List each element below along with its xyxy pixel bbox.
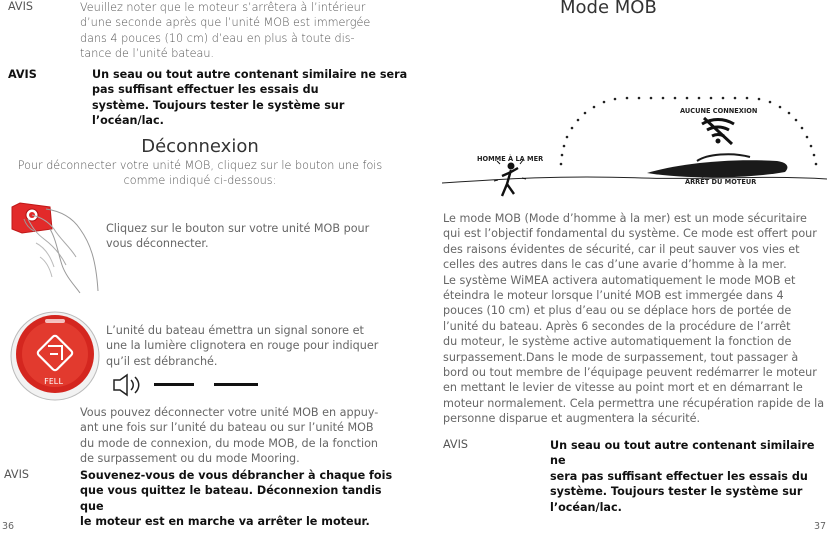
device-label: FELL [44,377,64,386]
disconnect-paragraph: Vous pouvez déconnecter votre unité MOB en appuy- ant une fois sur l’unité du bateau ou sur l’unité MOB du mode de connexion, du mode MOB, de la fonction de surpassement ou du mode Mooring. [80,406,379,466]
avis-label-1: AVIS [8,0,33,13]
hand-pressing-button-illustration [10,195,105,295]
mob-diagram [442,80,827,210]
intro-text: Pour déconnecter votre unité MOB, cliquez sur le bouton une fois comme indiqué ci-dessous: [17,159,383,188]
step1-text: Cliquez sur le bouton sur votre unité MOB pour vous déconnecter. [106,222,370,251]
section-title: Déconnexion [141,136,259,157]
beep-and-blink-indicator [108,372,268,398]
mob-mode-title: Mode MOB [560,0,657,18]
mob-body-text: Le mode MOB (Mode d’homme à la mer) est un mode sécuritaire qui est l’objectif fondamental du système. Ce mode est offert pour des raisons évidentes de sécurité, car il peut sauver vos vies et celles des autres dans le cas d’une avarie d’homme à la mer. Le système WiMEA activera automatiquement le mode MOB et éteindra le moteur lorsque l’unité MOB est immergée dans 4 pouces (10 cm) et plus d’eau ou se déplace hors de portée de l’unité du bateau. Après 6 secondes de la procédure de l’arrêt du moteur, le système active automatiquement la fonction de surpassement.Dans le mode de surpassement, tout passager à bord ou tout membre de l’équipage peuvent redémarrer le moteur en mettant le levier de vitesse au point mort et en démarrant le moteur normalement. Cela permettra une récupération rapide de la personne disparue et augmentera la sécurité. [443,212,825,426]
avis-text-3: Souvenez-vous de vous débrancher à chaque fois que vous quittez le bateau. Déconnexion tandis que le moteur est en marche va arrêter le moteur. [80,469,393,529]
avis-text-1: Veuillez noter que le moteur s’arrêtera à l’intérieur d’une seconde après que l’unité MOB est immergée dans 4 pouces (10 cm) d’eau en plus à toute dis- tance de l’unité bateau. [80,1,371,61]
page-number-right: 37 [814,521,827,532]
avis-text-right: Un seau ou tout autre contenant similaire ne sera pas suffisant effectuer les essais du système. Toujours tester le système sur l’océan/lac. [550,439,815,514]
avis-text-2: Un seau ou tout autre contenant similaire ne sera pas suffisant effectuer les essais du système. Toujours tester le système sur l’océan/lac. [92,68,408,128]
no-connection-label: AUCUNE CONNEXION [680,107,758,115]
boat-illustration [647,154,787,177]
blink-bar-2 [214,383,258,386]
blink-bar-1 [154,383,194,386]
engine-stop-label: ARRÊT DU MOTEUR [685,178,757,186]
avis-label-right: AVIS [443,438,468,451]
boat-unit-device [8,310,104,402]
page-number-left: 36 [2,521,15,532]
step2-text: L’unité du bateau émettra un signal sonore et une la lumière clignotera en rouge pour indiquer qu’il est débranché. [106,324,379,368]
no-signal-wifi-icon [702,118,734,144]
avis-label-2: AVIS [8,68,37,81]
avis-label-3: AVIS [4,468,29,481]
speaker-icon [114,375,139,395]
man-overboard-label: HOMME À LA MER [477,155,544,163]
